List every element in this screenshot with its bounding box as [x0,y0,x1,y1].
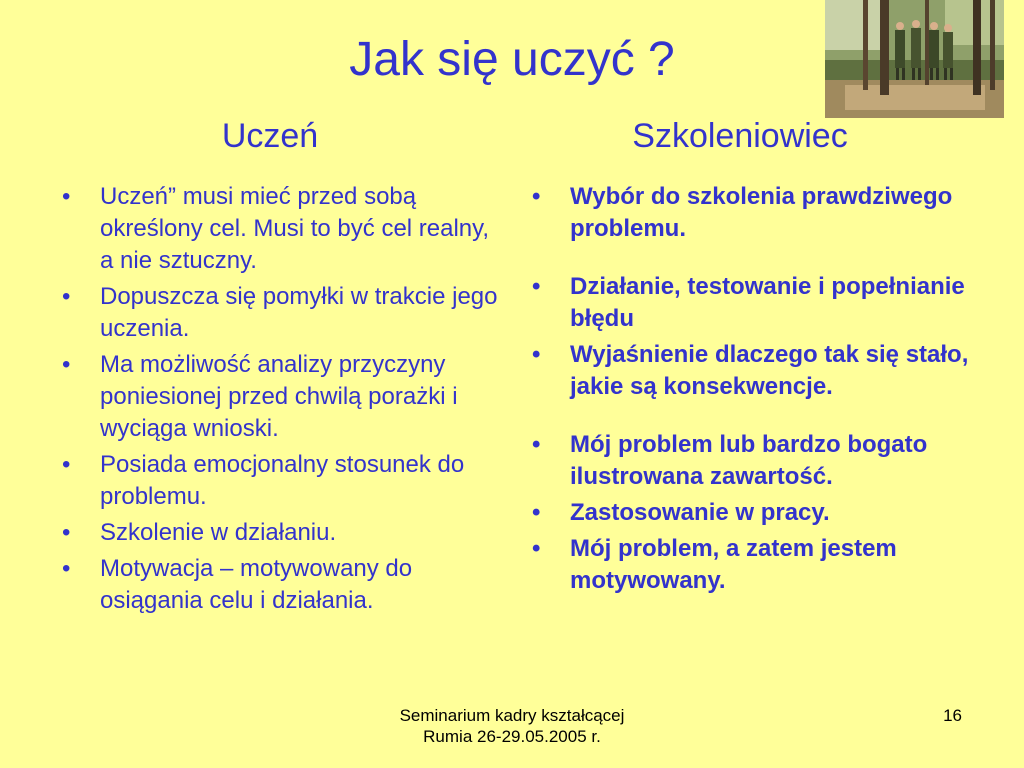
page-number: 16 [943,706,962,725]
left-list-item: • Dopuszcza się pomyłki w trakcie jego uczenia. [62,281,507,345]
right-list-item: • Wyjaśnienie dlaczego tak się stało, jakie są konsekwencje. [532,339,977,403]
right-list-item: • Wybór do szkolenia prawdziwego problemu. [532,181,977,245]
right-bullet-list [532,181,977,601]
right-list-item: • Działanie, testowanie i popełnianie błędu [532,271,977,335]
footer-line-2: Rumia 26-29.05.2005 r. [423,727,601,746]
left-list-item: • Szkolenie w działaniu. [62,517,507,549]
left-list-item: • Uczeń” musi mieć przed sobą określony cel. Musi to być cel realny, a nie sztuczny. [62,181,507,277]
right-list-item: • Mój problem lub bardzo bogato ilustrowana zawartość. [532,429,977,493]
left-list-item: • Posiada emocjonalny stosunek do problemu. [62,449,507,513]
left-column-heading: Uczeń [221,117,319,155]
photo-scouts-in-forest [825,0,1004,118]
forest-photo-image [825,0,1004,118]
left-list-item: • Ma możliwość analizy przyczyny poniesionej przed chwilą porażki i wyciąga wnioski. [62,349,507,445]
right-list-item: • Zastosowanie w pracy. [532,497,977,529]
left-bullet-list [62,181,507,621]
footer-text [312,705,712,747]
right-list-item: • Mój problem, a zatem jestem motywowany. [532,533,977,597]
right-column-heading: Szkoleniowiec [632,117,848,155]
left-list-item: • Motywacja – motywowany do osiągania celu i działania. [62,553,507,617]
slide-title: Jak się uczyć ? [349,33,675,86]
footer-line-1: Seminarium kadry kształcącej [399,706,625,725]
